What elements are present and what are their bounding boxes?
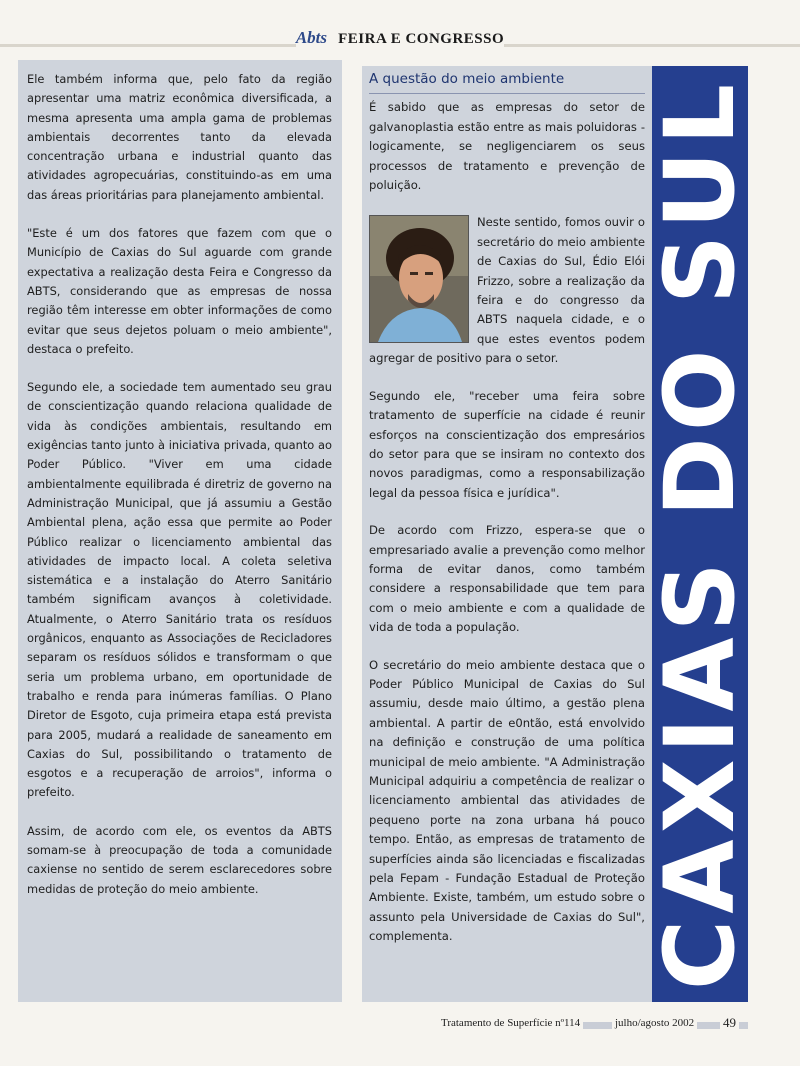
photo-paragraph: Neste sentido, fomos ouvir o secretário do meio ambiente de Caxias do Sul, Édio Elói Frizzo, sobre a realização da feira e do congresso da ABTS naquela cidade, e o que estes eventos podem agregar de positivo para o setor. [369,215,645,366]
header-rule-right [504,44,800,47]
page-number: 49 [720,1015,739,1031]
article-paragraph: Segundo ele, "receber uma feira sobre tratamento de superfície na cidade é reunir esforços na conscientização dos empresários do setor para que se insiram no contexto dos novos paradigmas, como a responsabilização legal da pessoa física e jurídica". [369,388,645,500]
publication-name: Tratamento de Superfície nº114 [438,1017,583,1029]
article-paragraph: O secretário do meio ambiente destaca que o Poder Público Municipal de Caxias do Sul assumiu, desde maio último, a gestão plena ambiental. A partir de e0ntão, está envolvido na definição e construção de uma política municipal de meio ambiente. "A Administração Municipal adquiriu a competência de realizar o licenciamento ambiental das atividades de pequeno porte na zona urbana há pouco tempo. Então, as empresas de tratamento de superfícies ainda são licenciadas e fiscalizadas pela Fepam - Fundação Estadual de Proteção Ambiente. Existe, também, um estudo sobre o assunto pela Universidade de Caxias do Sul", complementa. [369,657,645,944]
article-paragraph: "Este é um dos fatores que fazem com que o Município de Caxias do Sul aguarde com grande expectativa a realização desta Feira e Congresso da ABTS, considerando que as empresas de nossa região têm interesse em obter informações de como evitar que seus dejetos poluam o meio ambiente", destaca o prefeito. [27,226,332,356]
issue-date: julho/agosto 2002 [612,1017,697,1029]
header-rule-left [0,44,296,47]
page-footer [438,1016,748,1036]
article-paragraph: Ele também informa que, pelo fato da região apresentar uma matriz econômica diversificada, a mesma apresenta uma ampla gama de problemas ambientais decorrentes tanto da elevada concentração urbana e industrial quanto das atividades agropecuárias, constituindo-as em uma das áreas prioritárias para planejamento ambiental. [27,72,332,202]
intro-paragraph: É sabido que as empresas do setor de galvanoplastia estão entre as mais poluidoras - logicamente, se negligenciarem os seus processos de tratamento e prevenção de poluição. [369,100,645,193]
article-paragraph: Segundo ele, a sociedade tem aumentado seu grau de conscientização quando relaciona qualidade de vida às condições ambientais, resultando em exigências tanto junto à iniciativa privada, quanto ao Poder Público. "Viver em uma cidade ambientalmente equilibrada é diretriz de governo na Administração Municipal, que já assumiu a Gestão Ambiental plena, ação essa que permite ao Poder Público realizar o licenciamento ambiental das atividades de impacto local. A coleta seletiva sistemática e a instalação do Aterro Sanitário também significam avanços à coletividade. Atualmente, o Aterro Sanitário trata os resíduos orgânicos, enquanto as Associações de Recicladores separam os resíduos sólidos e transformam o que seria um problema urbano, em oportunidade de trabalho e renda para inúmeras famílias. O Plano Diretor de Esgoto, cuja primeira etapa está prevista para 2005, mudará a realidade de saneamento em Caxias do Sul, possibilitando o tratamento de esgotos e a recuperação de arroios", informa o prefeito. [27,380,332,800]
article-paragraph: Assim, de acordo com ele, os eventos da ABTS somam-se à preocupação de toda a comunidade caxiense no sentido de serem esclarecedores sobre medidas de proteção do meio ambiente. [27,823,332,896]
banner-title: CAXIAS DO SUL [644,77,756,991]
left-article-column [18,60,342,1002]
section-heading: A questão do meio ambiente [369,70,645,94]
city-banner [644,66,756,1002]
section-title: FEIRA E CONGRESSO [338,31,505,47]
portrait-photo [369,215,469,343]
article-paragraph: De acordo com Frizzo, espera-se que o empresariado avalie a prevenção como melhor forma de evitar danos, como também considere a responsabilidade que tem para com o meio ambiente e com a qualidade de vida de toda a população. [369,523,645,635]
abts-logo: Abts [295,28,328,47]
right-article-column [362,66,652,1002]
